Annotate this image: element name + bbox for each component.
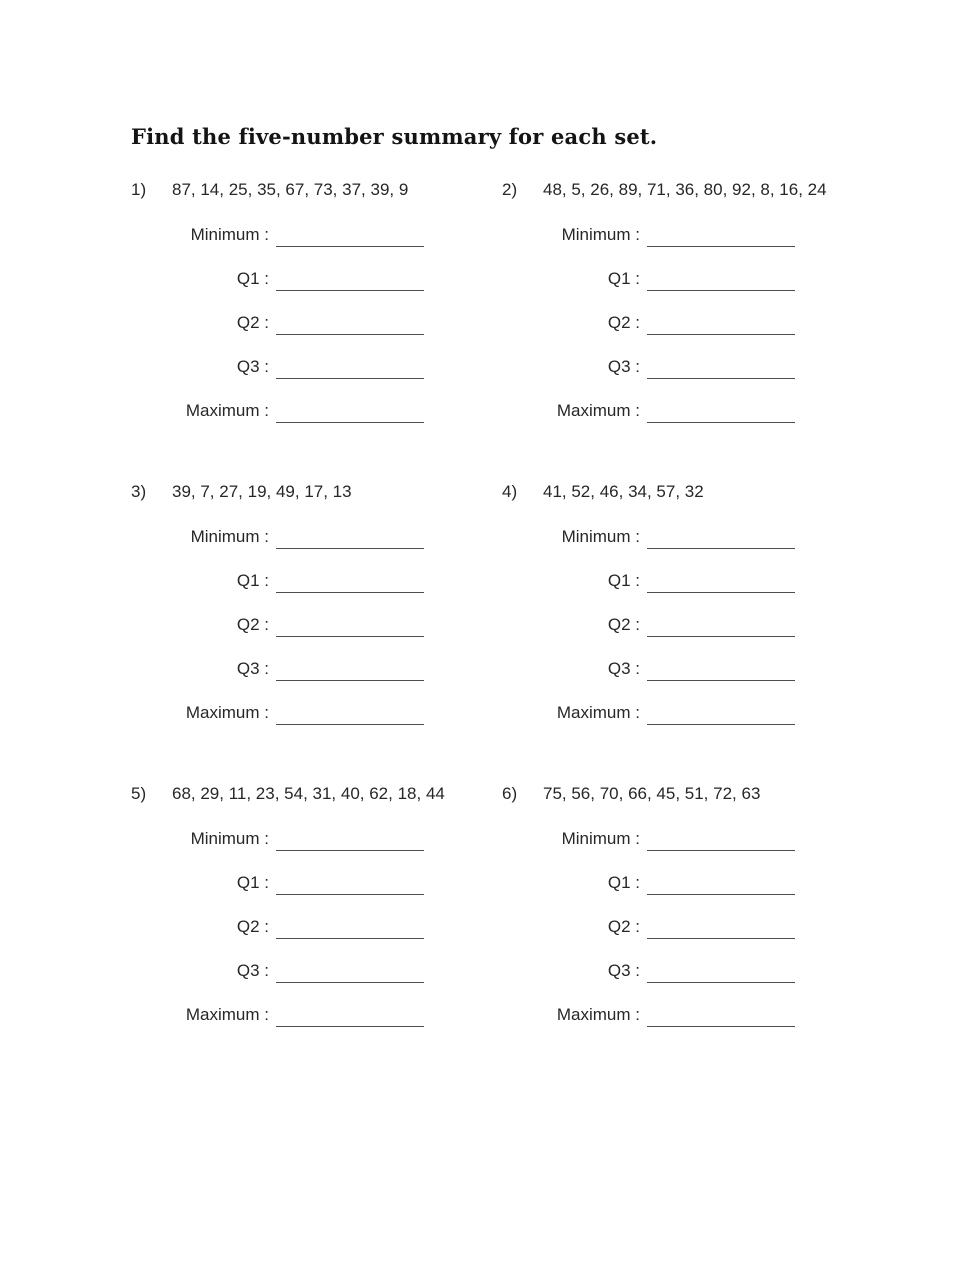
answer-blank-q3 [276, 650, 424, 681]
answer-blank-minimum [647, 820, 795, 851]
field-label-q2: Q2 : [607, 615, 640, 634]
answer-blank-maximum [647, 694, 795, 725]
field-label-q1: Q1 : [236, 873, 269, 892]
page-title: Find the five-number summary for each set. [131, 124, 658, 149]
field-q1 [502, 247, 873, 291]
answer-blank-q1 [276, 260, 424, 291]
answer-blank-minimum [647, 216, 795, 247]
field-label-q1: Q1 : [236, 571, 269, 590]
answer-blank-maximum [276, 392, 424, 423]
field-label-minimum: Minimum : [190, 225, 269, 244]
problem-1 [131, 179, 502, 423]
answer-blank-q2 [647, 908, 795, 939]
field-minimum [131, 505, 502, 549]
field-minimum [131, 203, 502, 247]
answer-blank-q2 [276, 908, 424, 939]
answer-blank-minimum [276, 518, 424, 549]
field-minimum [131, 807, 502, 851]
problem-row-1 [131, 179, 979, 423]
problem-row-2 [131, 481, 979, 725]
field-label-q2: Q2 : [236, 615, 269, 634]
field-q3 [131, 939, 502, 983]
problem-dataset: 75, 56, 70, 66, 45, 51, 72, 63 [543, 784, 761, 803]
problem-number: 3) [131, 482, 147, 501]
problem-dataset: 87, 14, 25, 35, 67, 73, 37, 39, 9 [172, 180, 409, 199]
problem-4 [502, 481, 873, 725]
field-q1 [502, 549, 873, 593]
problem-dataset: 39, 7, 27, 19, 49, 17, 13 [172, 482, 352, 501]
field-label-q3: Q3 : [236, 659, 269, 678]
problem-dataset: 41, 52, 46, 34, 57, 32 [543, 482, 704, 501]
answer-blank-minimum [647, 518, 795, 549]
problem-dataset: 48, 5, 26, 89, 71, 36, 80, 92, 8, 16, 24 [543, 180, 827, 199]
answer-blank-minimum [276, 216, 424, 247]
answer-blank-q1 [276, 864, 424, 895]
answer-blank-q3 [647, 348, 795, 379]
field-q3 [131, 637, 502, 681]
problem-2 [502, 179, 873, 423]
problem-number: 2) [502, 180, 518, 199]
field-q1 [131, 247, 502, 291]
field-label-q1: Q1 : [236, 269, 269, 288]
field-q3 [502, 335, 873, 379]
field-label-q1: Q1 : [607, 269, 640, 288]
problem-number: 5) [131, 784, 147, 803]
field-minimum [502, 203, 873, 247]
field-label-q3: Q3 : [607, 961, 640, 980]
field-label-maximum: Maximum : [185, 401, 269, 420]
field-label-maximum: Maximum : [556, 1005, 640, 1024]
answer-blank-maximum [276, 694, 424, 725]
field-label-q3: Q3 : [236, 961, 269, 980]
field-maximum [502, 983, 873, 1027]
problem-3 [131, 481, 502, 725]
field-label-q1: Q1 : [607, 873, 640, 892]
field-label-maximum: Maximum : [185, 1005, 269, 1024]
field-maximum [131, 681, 502, 725]
field-minimum [502, 505, 873, 549]
problem-number: 1) [131, 180, 147, 199]
answer-blank-q1 [647, 260, 795, 291]
answer-blank-q2 [276, 304, 424, 335]
answer-blank-q3 [647, 952, 795, 983]
answer-blank-q1 [647, 864, 795, 895]
field-q2 [131, 593, 502, 637]
field-label-q3: Q3 : [607, 659, 640, 678]
problem-set-line [502, 783, 873, 805]
field-q3 [502, 637, 873, 681]
field-q3 [502, 939, 873, 983]
field-q1 [131, 549, 502, 593]
field-label-minimum: Minimum : [190, 829, 269, 848]
answer-blank-q2 [647, 304, 795, 335]
field-label-maximum: Maximum : [556, 401, 640, 420]
field-maximum [131, 379, 502, 423]
problem-set-line [502, 481, 873, 503]
field-q2 [502, 895, 873, 939]
field-label-maximum: Maximum : [185, 703, 269, 722]
field-maximum [502, 681, 873, 725]
answer-blank-q1 [647, 562, 795, 593]
field-label-minimum: Minimum : [190, 527, 269, 546]
field-q2 [131, 291, 502, 335]
field-label-q1: Q1 : [607, 571, 640, 590]
field-label-minimum: Minimum : [561, 829, 640, 848]
answer-blank-minimum [276, 820, 424, 851]
field-q2 [502, 593, 873, 637]
field-label-q2: Q2 : [236, 313, 269, 332]
field-label-q2: Q2 : [607, 917, 640, 936]
field-q1 [131, 851, 502, 895]
problem-set-line [502, 179, 873, 201]
field-label-q3: Q3 : [236, 357, 269, 376]
answer-blank-q3 [647, 650, 795, 681]
field-q2 [502, 291, 873, 335]
answer-blank-maximum [647, 996, 795, 1027]
problem-5 [131, 783, 502, 1027]
field-label-maximum: Maximum : [556, 703, 640, 722]
answer-blank-q1 [276, 562, 424, 593]
field-label-minimum: Minimum : [561, 527, 640, 546]
problem-set-line [131, 179, 502, 201]
problem-row-3 [131, 783, 979, 1027]
problem-dataset: 68, 29, 11, 23, 54, 31, 40, 62, 18, 44 [172, 784, 445, 803]
answer-blank-q3 [276, 348, 424, 379]
problem-number: 4) [502, 482, 518, 501]
field-label-q2: Q2 : [607, 313, 640, 332]
problem-number: 6) [502, 784, 518, 803]
field-label-q3: Q3 : [607, 357, 640, 376]
field-maximum [502, 379, 873, 423]
field-q3 [131, 335, 502, 379]
problem-set-line [131, 783, 502, 805]
field-label-minimum: Minimum : [561, 225, 640, 244]
field-q2 [131, 895, 502, 939]
answer-blank-maximum [647, 392, 795, 423]
field-label-q2: Q2 : [236, 917, 269, 936]
answer-blank-q2 [276, 606, 424, 637]
field-maximum [131, 983, 502, 1027]
problem-6 [502, 783, 873, 1027]
problem-set-line [131, 481, 502, 503]
answer-blank-maximum [276, 996, 424, 1027]
answer-blank-q3 [276, 952, 424, 983]
field-minimum [502, 807, 873, 851]
answer-blank-q2 [647, 606, 795, 637]
field-q1 [502, 851, 873, 895]
